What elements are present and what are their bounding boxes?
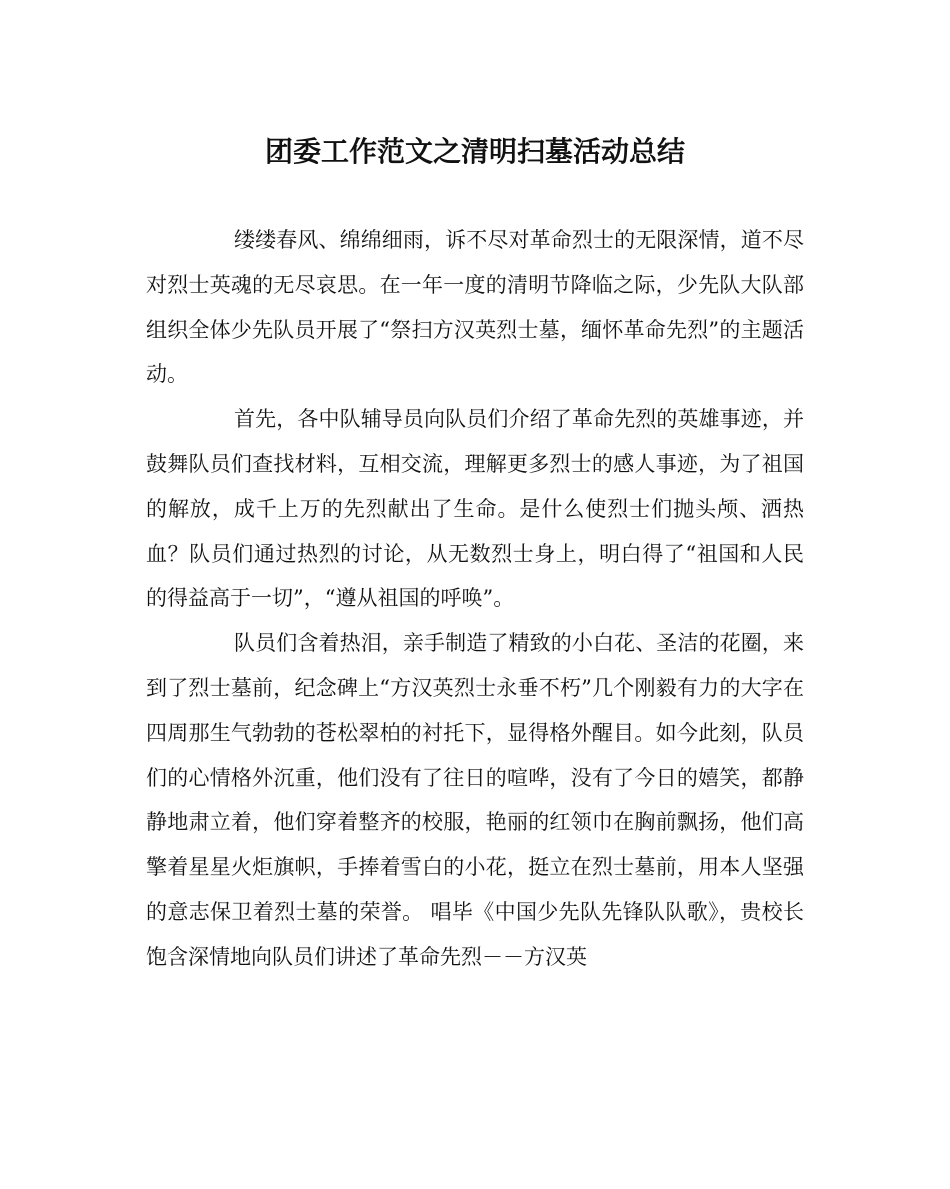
paragraph-2: 首先，各中队辅导员向队员们介绍了革命先烈的英雄事迹，并鼓舞队员们查找材料，互相交流，理解更多烈士的感人事迹，为了祖国的解放，成千上万的先烈献出了生命。是什么使烈士们抛头颅、洒热血？队员们通过热烈的讨论，从无数烈士身上，明白得了“祖国和人民的得益高于一切”，“遵从祖国的呼唤”。 bbox=[146, 407, 804, 611]
paragraph-1: 缕缕春风、绵绵细雨，诉不尽对革命烈士的无限深情，道不尽对烈士英魂的无尽哀思。在一年一度的清明节降临之际，少先队大队部组织全体少先队员开展了“祭扫方汉英烈士墓，缅怀革命先烈”的主题活动。 bbox=[146, 228, 804, 387]
document-title: 团委工作范文之清明扫墓活动总结 bbox=[264, 135, 685, 168]
paragraph-3: 队员们含着热泪，亲手制造了精致的小白花、圣洁的花圈，来到了烈士墓前，纪念碑上“方汉英烈士永垂不朽”几个刚毅有力的大字在四周那生气勃勃的苍松翠柏的衬托下，显得格外醒目。如今此刻，队员们的心情格外沉重，他们没有了往日的喧哗，没有了今日的嬉笑，都静静地肃立着，他们穿着整齐的校服，艳丽的红领巾在胸前飘扬，他们高擎着星星火炬旗帜，手捧着雪白的小花，挺立在烈士墓前，用本人坚强的意志保卫着烈士墓的荣誉。 唱毕《中国少先队先锋队队歌》，贵校长饱含深情地向队员们讲述了革命先烈－－方汉英 bbox=[146, 631, 804, 969]
document-body bbox=[146, 218, 804, 980]
